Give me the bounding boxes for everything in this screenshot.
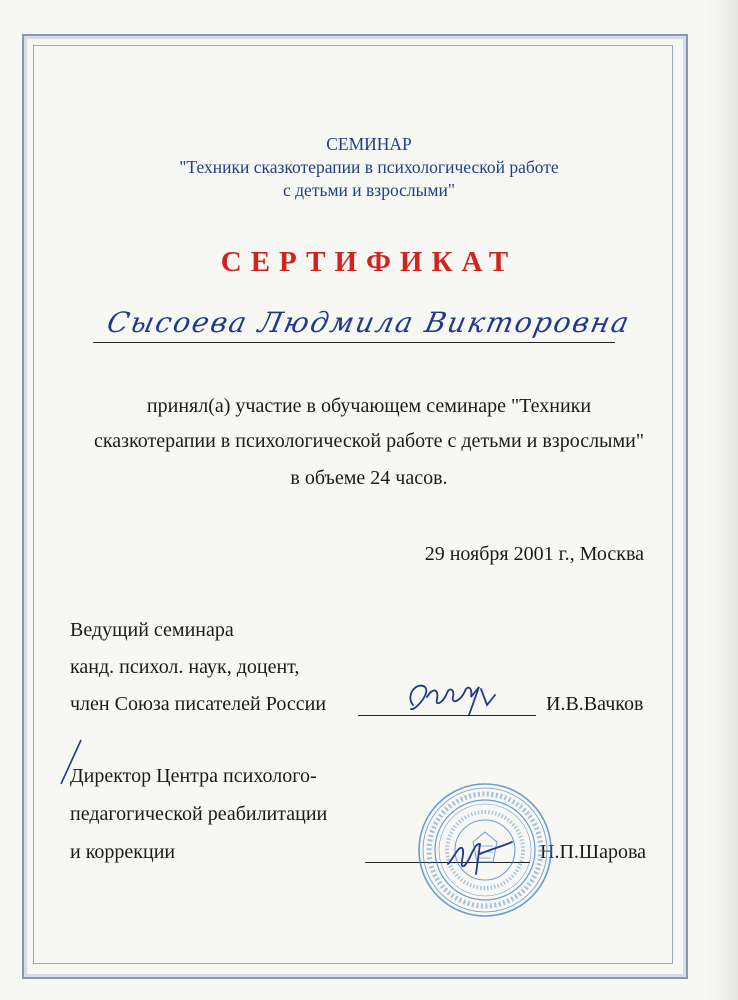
recipient-name: Сысоева Людмила Викторовна [104,306,634,339]
director-signature [440,828,520,878]
leader-signature [395,675,505,725]
leader-name: И.В.Вачков [546,693,644,715]
body-line2: сказкотерапии в психологической работе с детьми и взрослыми" [93,430,645,452]
leader-line3: член Союза писателей России [70,693,327,715]
body-line1: принял(а) участие в обучающем семинаре "Техники [146,395,592,417]
seminar-title-line2: с детьми и взрослыми" [283,180,455,200]
body-line3: в объеме 24 часов. [290,467,448,489]
seminar-label: СЕМИНАР [326,134,412,154]
director-line2: педагогической реабилитации [70,803,328,825]
date-place: 29 ноября 2001 г., Москва [424,543,644,565]
seminar-title-line1: "Техники сказкотерапии в психологической работе [179,157,559,177]
certificate-title: СЕРТИФИКАТ [220,246,518,278]
recipient-name-underline [93,342,615,343]
director-line3: и коррекции [70,841,176,863]
director-name: Н.П.Шарова [540,841,646,863]
leader-line1: Ведущий семинара [70,619,234,641]
director-line1: Директор Центра психолого- [70,765,317,787]
leader-line2: канд. психол. наук, доцент, [70,656,300,678]
